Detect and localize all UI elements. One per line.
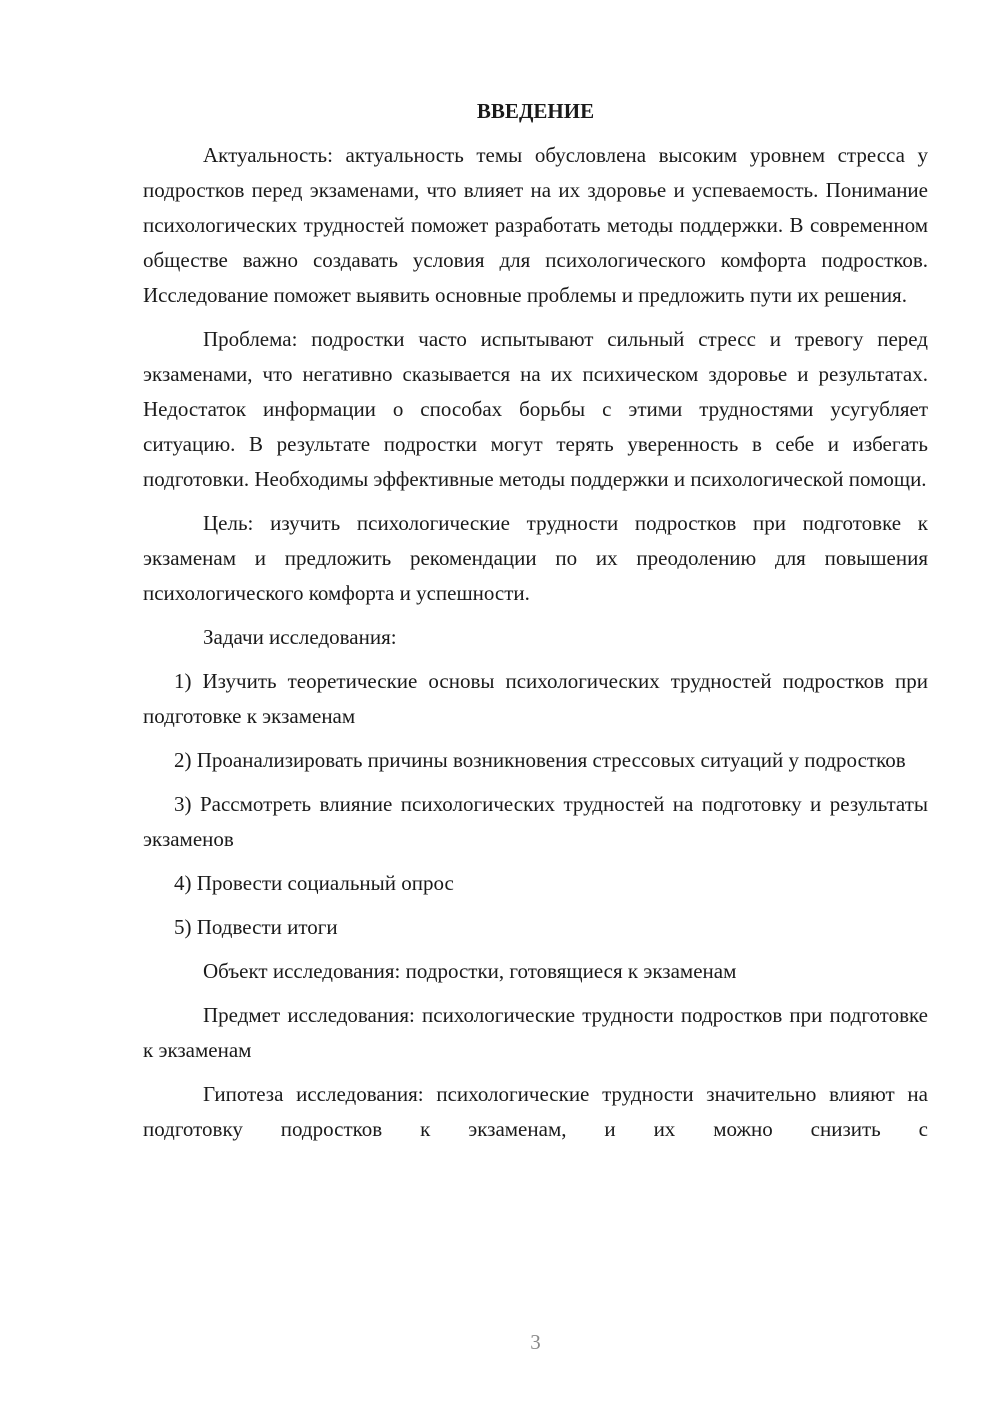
page-title: ВВЕДЕНИЕ [476,99,595,123]
relevance-paragraph: Актуальность: актуальность темы обусловлена высоким уровнем стресса у подростков перед экзаменами, что влияет на их здоровье и успеваемость. Понимание психологических трудностей поможет разработать методы поддержки. В современном обществе важно создавать условия для психологического комфорта подростков. Исследование поможет выявить основные проблемы и предложить пути их решения. [143,143,928,307]
task-item-1: 1) Изучить теоретические основы психологических трудностей подростков при подготовке к экзаменам [143,669,928,728]
page-number: 3 [530,1330,541,1354]
problem-paragraph: Проблема: подростки часто испытывают сильный стресс и тревогу перед экзаменами, что негативно сказывается на их психическом здоровье и результатах. Недостаток информации о способах борьбы с этими трудностями усугубляет ситуацию. В результате подростки могут терять уверенность в себе и избегать подготовки. Необходимы эффективные методы поддержки и психологической помощи. [143,327,928,491]
research-subject-paragraph: Предмет исследования: психологические трудности подростков при подготовке к экзаменам [143,1003,928,1062]
task-item-2: 2) Проанализировать причины возникновения стрессовых ситуаций у подростков [174,748,906,772]
goal-paragraph: Цель: изучить психологические трудности подростков при подготовке к экзаменам и предложить рекомендации по их преодолению для повышения психологического комфорта и успешности. [143,511,928,605]
hypothesis-paragraph: Гипотеза исследования: психологические трудности значительно влияют на подготовку подростков к экзаменам, и их можно снизить с [143,1082,928,1141]
task-item-3: 3) Рассмотреть влияние психологических трудностей на подготовку и результаты экзаменов [143,792,928,851]
research-object-paragraph: Объект исследования: подростки, готовящиеся к экзаменам [203,959,737,983]
task-item-4: 4) Провести социальный опрос [174,871,454,895]
tasks-heading: Задачи исследования: [203,625,397,649]
document-body [143,96,928,1156]
task-item-5: 5) Подвести итоги [174,915,338,939]
